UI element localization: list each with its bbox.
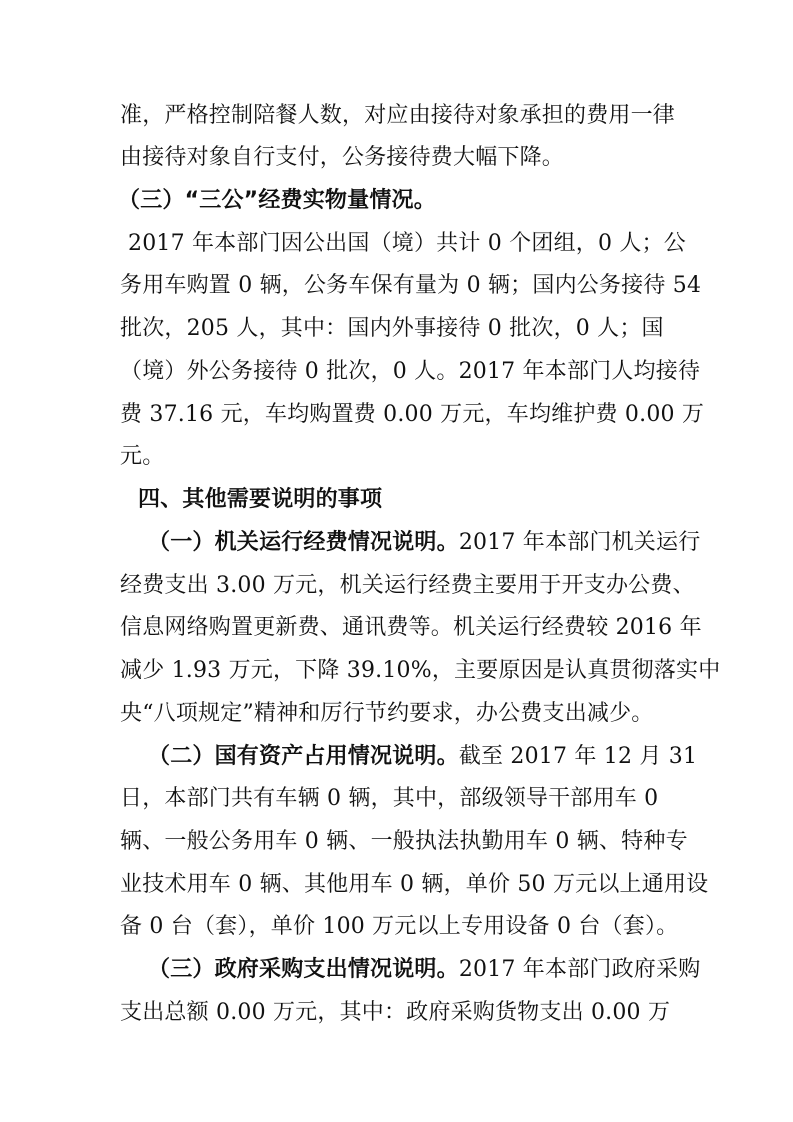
paragraph-line (148, 955, 708, 985)
body-line: 费 37.16 元，车均购置费 0.00 万元，车均维护费 0.00 万 (120, 402, 705, 427)
paragraph-text: 2017 年本部门政府采购 (458, 957, 701, 982)
body-line: 经费支出 3.00 万元，机关运行经费主要用于开支办公费、 (120, 573, 695, 598)
body-line: 辆、一般公务用车 0 辆、一般执法执勤用车 0 辆、特种专 (120, 829, 688, 854)
section-heading: 四、其他需要说明的事项 (138, 487, 383, 512)
body-line: 支出总额 0.00 万元，其中：政府采购货物支出 0.00 万 (120, 1000, 671, 1025)
subsection-heading: （一）机关运行经费情况说明。 (148, 530, 459, 555)
paragraph-text: 截至 2017 年 12 月 31 (458, 744, 698, 769)
body-line: （境）外公务接待 0 批次，0 人。2017 年本部门人均接待 (120, 359, 701, 384)
body-line: 务用车购置 0 辆，公务车保有量为 0 辆；国内公务接待 54 (120, 273, 702, 298)
paragraph-text: 2017 年本部门机关运行 (458, 530, 701, 555)
body-line: 批次，205 人，其中：国内外事接待 0 批次，0 人；国 (120, 316, 664, 341)
subsection-heading: （三）政府采购支出情况说明。 (148, 957, 459, 982)
body-line: 减少 1.93 万元，下降 39.10%，主要原因是认真贯彻落实中 (120, 658, 721, 683)
body-line: 信息网络购置更新费、通讯费等。机关运行经费较 2016 年 (120, 615, 702, 640)
section-heading: （三）“三公”经费实物量情况。 (118, 188, 436, 213)
body-line: 准，严格控制陪餐人数，对应由接待对象承担的费用一律 (120, 103, 676, 128)
body-line: 元。 (120, 444, 165, 469)
body-line: 备 0 台（套），单价 100 万元以上专用设备 0 台（套）。 (120, 914, 679, 939)
paragraph-line (148, 528, 708, 558)
subsection-heading: （二）国有资产占用情况说明。 (148, 744, 459, 769)
body-line: 由接待对象自行支付，公务接待费大幅下降。 (120, 145, 565, 170)
paragraph-line (148, 742, 708, 772)
body-line: 日，本部门共有车辆 0 辆，其中，部级领导干部用车 0 (120, 786, 659, 811)
body-line: 业技术用车 0 辆、其他用车 0 辆，单价 50 万元以上通用设 (120, 872, 709, 897)
body-line: 央“八项规定”精神和厉行节约要求，办公费支出减少。 (120, 701, 654, 726)
body-line: 2017 年本部门因公出国（境）共计 0 个团组，0 人；公 (128, 231, 686, 256)
